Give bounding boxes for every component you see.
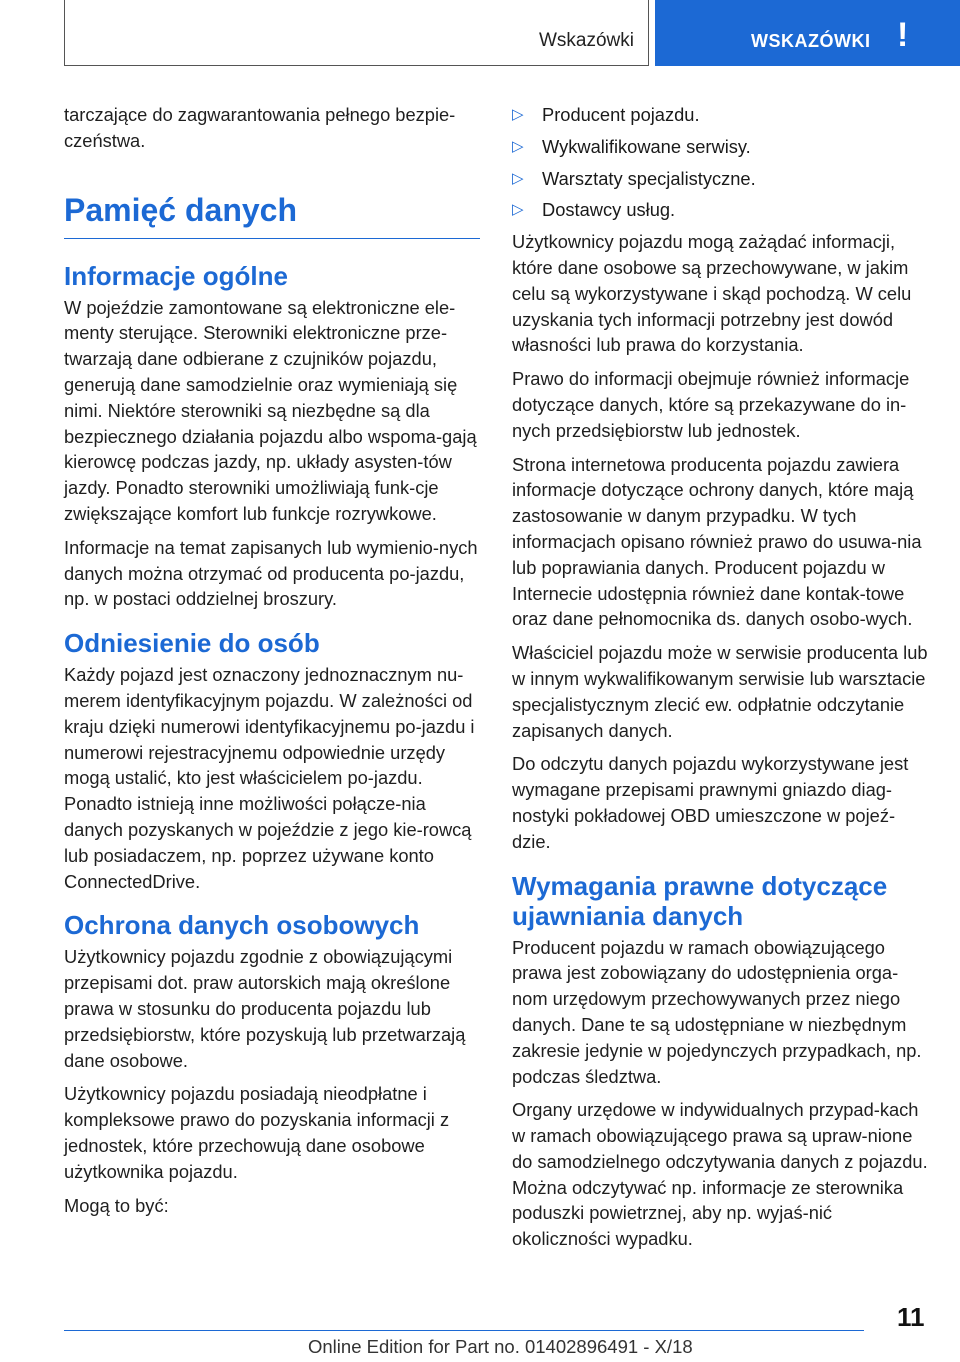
paragraph: Strona internetowa producenta pojazdu zawiera informacje dotyczące ochrony danych, które mają zastosowanie w danym przypadku. W tych informacjach opisano również prawo do usuwa-nia lub poprawiania danych. Producent pojazdu w Internecie udostępnia również dane kontak-towe oraz dane pełnomocnika ds. danych osobo-wych. [512, 453, 922, 630]
list-item-text: Wykwalifikowane serwisy. [542, 135, 751, 157]
paragraph: Każdy pojazd jest oznaczony jednoznacznym nu-merem identyfikacyjnym pojazdu. W zależności od kraju dzięki numerowi identyfikacyjnemu po-jazdu i numerowi rejestracyjnemu odpowiednie urzędy mogą ustalić, kto jest właścicielem po-jazdu. Ponadto istnieją inne możliwości połącze-nia danych pozyskanych w pojeździe z jego kie-rowcą lub posiadaczem, np. poprzez używane konto ConnectedDrive. [64, 664, 475, 892]
paragraph: Właściciel pojazdu może w serwisie producenta lub w innym wykwalifikowanym serwisie lub warsztacie specjalistycznym zlecić ew. odpłatnie odczytanie zapisanych danych. [512, 642, 928, 741]
paragraph: Do odczytu danych pojazdu wykorzystywane jest wymagane przepisami prawnymi gniazdo diag-nostyki pokładowej OBD umieszczone w pojeź-dzie. [512, 753, 909, 852]
section-heading-general: Informacje ogólne [64, 260, 288, 291]
paragraph: Informacje na temat zapisanych lub wymienio-nych danych można otrzymać od producenta po-jazdu, np. w postaci oddzielnej broszury. [64, 536, 478, 610]
footer-divider [64, 1330, 864, 1331]
list-item-text: Dostawcy usług. [542, 199, 676, 221]
paragraph: Użytkownicy pojazdu mogą zażądać informacji, które dane osobowe są przechowywane, w jakim celu są wykorzystywane i skąd pochodzą. W celu uzyskania tych informacji potrzebny jest dowód własności lub prawa do korzystania. [512, 231, 912, 356]
right-column [512, 102, 928, 1260]
triangle-right-icon: ▷ [512, 169, 524, 187]
triangle-right-icon: ▷ [512, 106, 524, 123]
left-column [64, 102, 480, 1226]
paragraph: Producent pojazdu w ramach obowiązującego prawa jest zobowiązany do udostępnienia orga-nom urzędowym przechowywanych przez niego danych. Dane te są udostępniane w niezbędnym zakresie jedynie w pojedynczych przypadkach, np. podczas śledztwa. [512, 936, 922, 1087]
list-item [512, 197, 928, 223]
paragraph: Organy urzędowe w indywidualnych przypad-kach w ramach obowiązującego prawa są upraw-nione do samodzielnego odczytywania danych z pojazdu. Można odczytywać np. informacje ze sterownika poduszki powietrznej, aby np. wyjaś-nić okoliczności wypadku. [512, 1099, 928, 1250]
section-heading-persons: Odniesienie do osób [64, 628, 320, 659]
page-number: 11 [897, 1302, 925, 1332]
list-item-text: Producent pojazdu. [542, 104, 700, 125]
list-item [512, 102, 928, 128]
list-item [512, 166, 928, 192]
recipient-list [512, 102, 928, 223]
header-chapter-title: WSKAZÓWKI [751, 31, 871, 51]
exclamation-icon: ! [897, 16, 909, 54]
paragraph: Użytkownicy pojazdu posiadają nieodpłatne i kompleksowe prawo do pozyskania informacji z jednostek, które przechowują dane osobowe użytkownika pojazdu. [64, 1083, 450, 1182]
paragraph: Użytkownicy pojazdu zgodnie z obowiązującymi przepisami dot. praw autorskich mają określone prawa w stosunku do producenta pojazdu lub przedsiębiorstw, które pozyskują lub przetwarzają dane osobowe. [64, 946, 466, 1071]
paragraph: Mogą to być: [64, 1194, 169, 1216]
section-heading-legal-requirements: Wymagania prawne dotyczące ujawniania danych [512, 870, 888, 931]
paragraph: Prawo do informacji obejmuje również informacje dotyczące danych, które są przekazywane do in-nych przedsiębiorstw lub jednostek. [512, 368, 910, 441]
triangle-right-icon: ▷ [512, 137, 524, 155]
triangle-right-icon: ▷ [512, 201, 524, 219]
list-item-text: Warsztaty specjalistyczne. [542, 167, 756, 189]
header-section-title: Wskazówki [538, 30, 634, 51]
paragraph: W pojeździe zamontowane są elektroniczne ele-menty sterujące. Sterowniki elektroniczne prze-twarzają dane odbierane z czujników pojazdu, generują dane samodzielnie oraz wymieniają się nimi. Niektóre sterowniki są niezbędne są dla bezpiecznego działania pojazdu albo wspoma-gają kierowcę podczas jazdy, np. układy asysten-tów jazdy. Ponadto sterowniki umożliwiają funk-cje zwiększające komfort lub funkcje rozrywkowe. [64, 296, 477, 524]
list-item [512, 134, 928, 160]
section-heading-data-protection: Ochrona danych osobowych [64, 910, 420, 941]
page-title: Pamięć danych [64, 190, 480, 239]
intro-paragraph: tarczające do zagwarantowania pełnego bezpie-czeństwa. [64, 104, 456, 151]
header-chapter-tab [655, 0, 960, 66]
footer-edition: Online Edition for Part no. 01402896491 - X/18 [308, 1336, 693, 1357]
header-section-box [64, 0, 649, 66]
